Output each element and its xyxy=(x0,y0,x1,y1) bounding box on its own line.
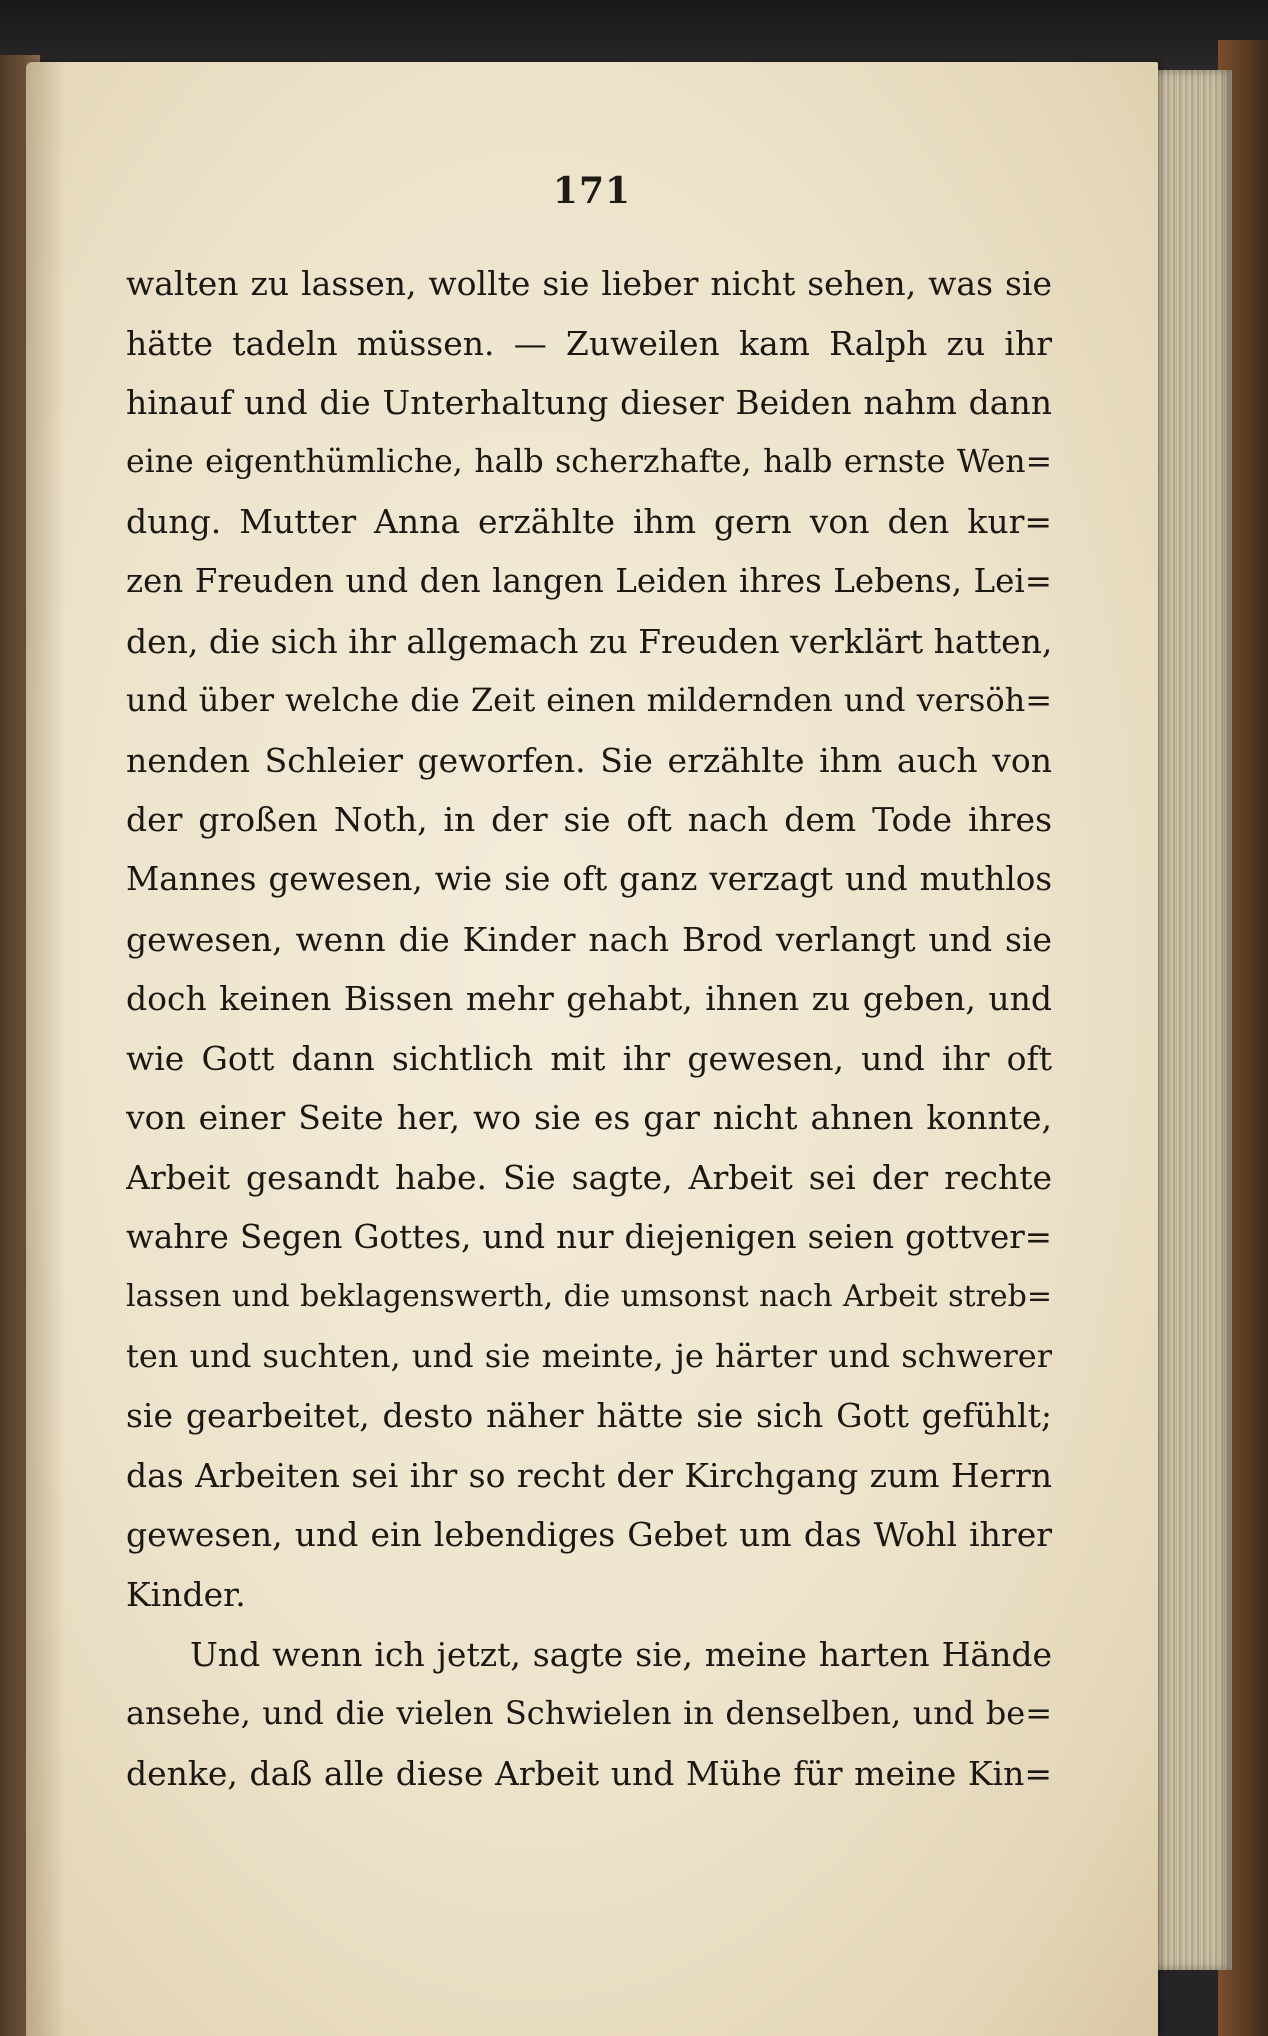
book-top-edge xyxy=(0,0,1268,70)
text-line: den, die sich ihr allgemach zu Freuden verklärt hatten, xyxy=(126,621,1052,661)
page-number: 171 xyxy=(552,170,632,212)
text-line: Mannes gewesen, wie sie oft ganz verzagt und muthlos xyxy=(126,859,1052,898)
text-line: Arbeit gesandt habe. Sie sagte, Arbeit sei der rechte xyxy=(126,1157,1052,1197)
book-page xyxy=(26,62,1158,2036)
text-line: gewesen, und ein lebendiges Gebet um das Wohl ihrer xyxy=(126,1515,1052,1555)
text-line: eine eigenthümliche, halb scherzhafte, halb ernste Wen= xyxy=(126,443,1052,480)
paragraph-start-line: Und wenn ich jetzt, sagte sie, meine harten Hände xyxy=(190,1634,1052,1674)
text-line: lassen und beklagenswerth, die umsonst nach Arbeit streb= xyxy=(126,1279,1052,1315)
text-line: und über welche die Zeit einen mildernden und versöh= xyxy=(126,681,1052,720)
text-line: sie gearbeitet, desto näher hätte sie sich Gott gefühlt; xyxy=(126,1396,1052,1436)
text-line: nenden Schleier geworfen. Sie erzählte ihm auch von xyxy=(126,740,1052,780)
text-line: denke, daß alle diese Arbeit und Mühe für meine Kin= xyxy=(126,1753,1052,1793)
text-line: zen Freuden und den langen Leiden ihres Lebens, Lei= xyxy=(126,561,1052,600)
text-line: doch keinen Bissen mehr gehabt, ihnen zu geben, und xyxy=(126,979,1052,1019)
text-line: gewesen, wenn die Kinder nach Brod verlangt und sie xyxy=(126,919,1052,959)
text-line: dung. Mutter Anna erzählte ihm gern von den kur= xyxy=(126,502,1052,542)
text-line: das Arbeiten sei ihr so recht der Kirchgang zum Herrn xyxy=(126,1455,1052,1495)
text-line: ten und suchten, und sie meinte, je härter und schwerer xyxy=(126,1336,1052,1375)
text-line: der großen Noth, in der sie oft nach dem Tode ihres xyxy=(126,800,1052,840)
text-line: wahre Segen Gottes, und nur diejenigen seien gottver= xyxy=(126,1217,1052,1256)
text-line: wie Gott dann sichtlich mit ihr gewesen, und ihr oft xyxy=(126,1038,1052,1078)
text-line: von einer Seite her, wo sie es gar nicht ahnen konnte, xyxy=(126,1098,1052,1138)
body-text xyxy=(126,254,1052,1803)
text-line: hätte tadeln müssen. — Zuweilen kam Ralph zu ihr xyxy=(126,323,1052,363)
text-line: ansehe, und die vielen Schwielen in denselben, und be= xyxy=(126,1694,1052,1733)
text-line: walten zu lassen, wollte sie lieber nicht sehen, was sie xyxy=(126,264,1052,303)
text-line: hinauf und die Unterhaltung dieser Beiden nahm dann xyxy=(126,383,1052,423)
text-line: Kinder. xyxy=(126,1575,246,1615)
